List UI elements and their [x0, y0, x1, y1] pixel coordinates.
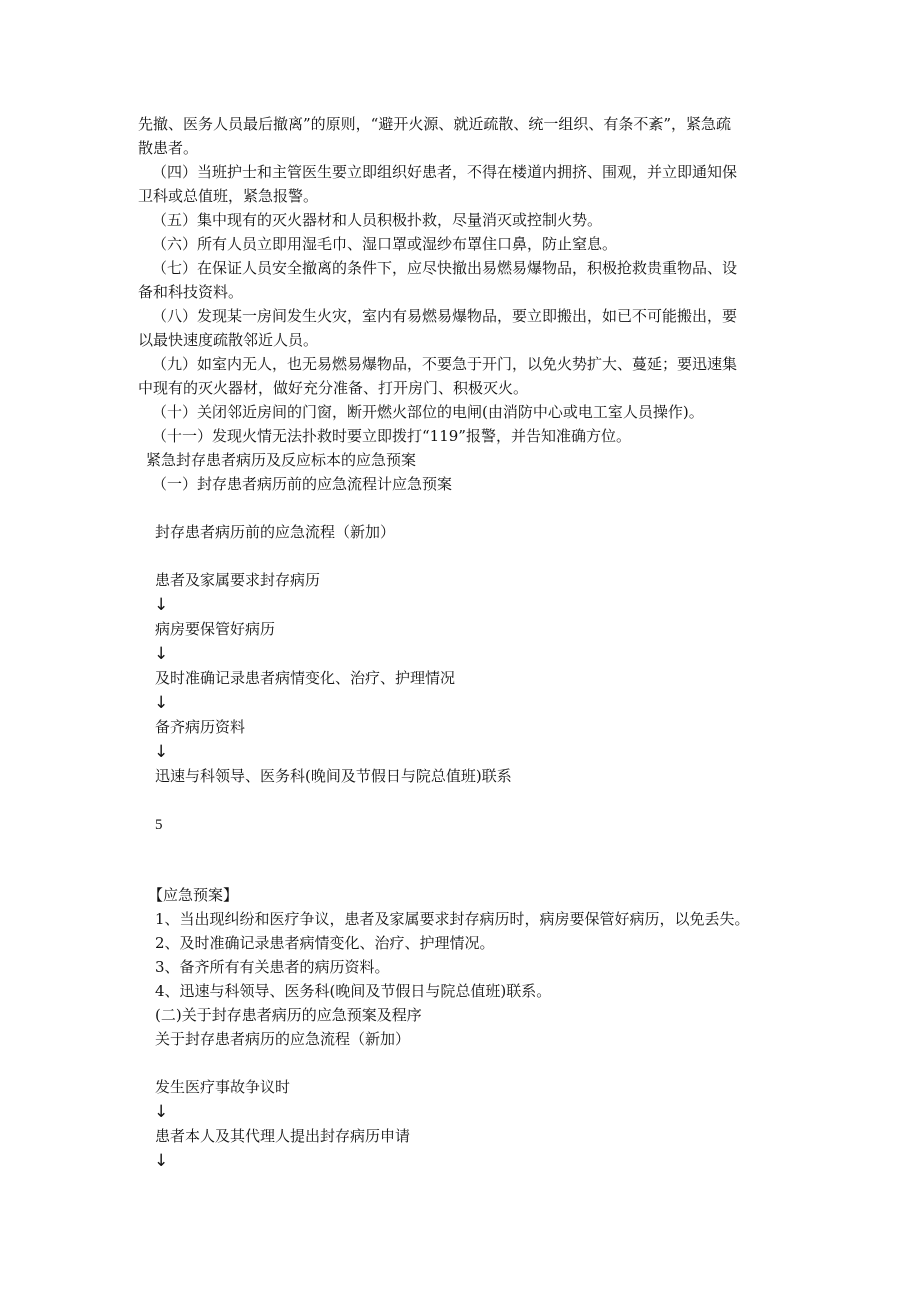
body-text-line: 1、当出现纠纷和医疗争议，患者及家属要求封存病历时，病房要保管好病历，以免丢失。	[155, 910, 750, 928]
body-text-line: 中现有的灭火器材，做好充分准备、打开房门、积极灭火。	[138, 379, 529, 397]
down-arrow-icon: ↓	[154, 1102, 169, 1122]
down-arrow-icon: ↓	[154, 742, 169, 762]
subsection-heading: (二)关于封存患者病历的应急预案及程序	[155, 1006, 422, 1024]
flow-title: 关于封存患者病历的应急流程（新加）	[155, 1030, 411, 1048]
flow-step: 患者及家属要求封存病历	[155, 571, 321, 589]
body-text-line: （四）当班护士和主管医生要立即组织好患者，不得在楼道内拥挤、围观，并立即通知保	[152, 163, 738, 181]
body-text-line: 以最快速度疏散邻近人员。	[138, 331, 319, 349]
page-number: 5	[155, 817, 163, 833]
section-heading: 【应急预案】	[148, 886, 239, 904]
body-text-line: （十一）发现火情无法扑救时要立即拨打“119”报警，并告知准确方位。	[152, 427, 631, 445]
body-text-line: 3、备齐所有有关患者的病历资料。	[155, 958, 390, 976]
flow-step: 及时准确记录患者病情变化、治疗、护理情况	[155, 669, 456, 687]
body-text-line: （十）关闭邻近房间的门窗，断开燃火部位的电闸(由消防中心或电工室人员操作)。	[152, 403, 704, 421]
flow-step: 迅速与科领导、医务科(晚间及节假日与院总值班)联系	[155, 767, 512, 785]
body-text-line: （七）在保证人员安全撤离的条件下，应尽快撤出易燃易爆物品，积极抢救贵重物品、设	[152, 259, 738, 277]
body-text-line: 散患者。	[138, 139, 199, 157]
flow-step: 发生医疗事故争议时	[155, 1078, 291, 1096]
body-text-line: 先撤、医务人员最后撤离”的原则，“避开火源、就近疏散、统一组织、有条不紊”，紧急疏	[138, 115, 732, 133]
subsection-heading: （一）封存患者病历前的应急流程计应急预案	[152, 475, 453, 493]
flow-step: 患者本人及其代理人提出封存病历申请	[155, 1127, 411, 1145]
body-text-line: （五）集中现有的灭火器材和人员积极扑救，尽量消灭或控制火势。	[152, 211, 603, 229]
body-text-line: （六）所有人员立即用湿毛巾、湿口罩或湿纱布罩住口鼻，防止窒息。	[152, 235, 618, 253]
body-text-line: 4、迅速与科领导、医务科(晚间及节假日与院总值班)联系。	[155, 982, 552, 1000]
down-arrow-icon: ↓	[154, 644, 169, 664]
body-text-line: （八）发现某一房间发生火灾，室内有易燃易爆物品，要立即搬出，如已不可能搬出，要	[152, 307, 738, 325]
body-text-line: 备和科技资料。	[138, 283, 244, 301]
flow-step: 备齐病历资料	[155, 718, 246, 736]
down-arrow-icon: ↓	[154, 1151, 169, 1171]
section-heading: 紧急封存患者病历及反应标本的应急预案	[146, 451, 417, 469]
flow-step: 病房要保管好病历	[155, 620, 276, 638]
body-text-line: 2、及时准确记录患者病情变化、治疗、护理情况。	[155, 934, 495, 952]
down-arrow-icon: ↓	[154, 595, 169, 615]
body-text-line: 卫科或总值班，紧急报警。	[138, 187, 319, 205]
flow-title: 封存患者病历前的应急流程（新加）	[155, 523, 396, 541]
down-arrow-icon: ↓	[154, 693, 169, 713]
body-text-line: （九）如室内无人，也无易燃易爆物品，不要急于开门，以免火势扩大、蔓延；要迅速集	[152, 355, 738, 373]
